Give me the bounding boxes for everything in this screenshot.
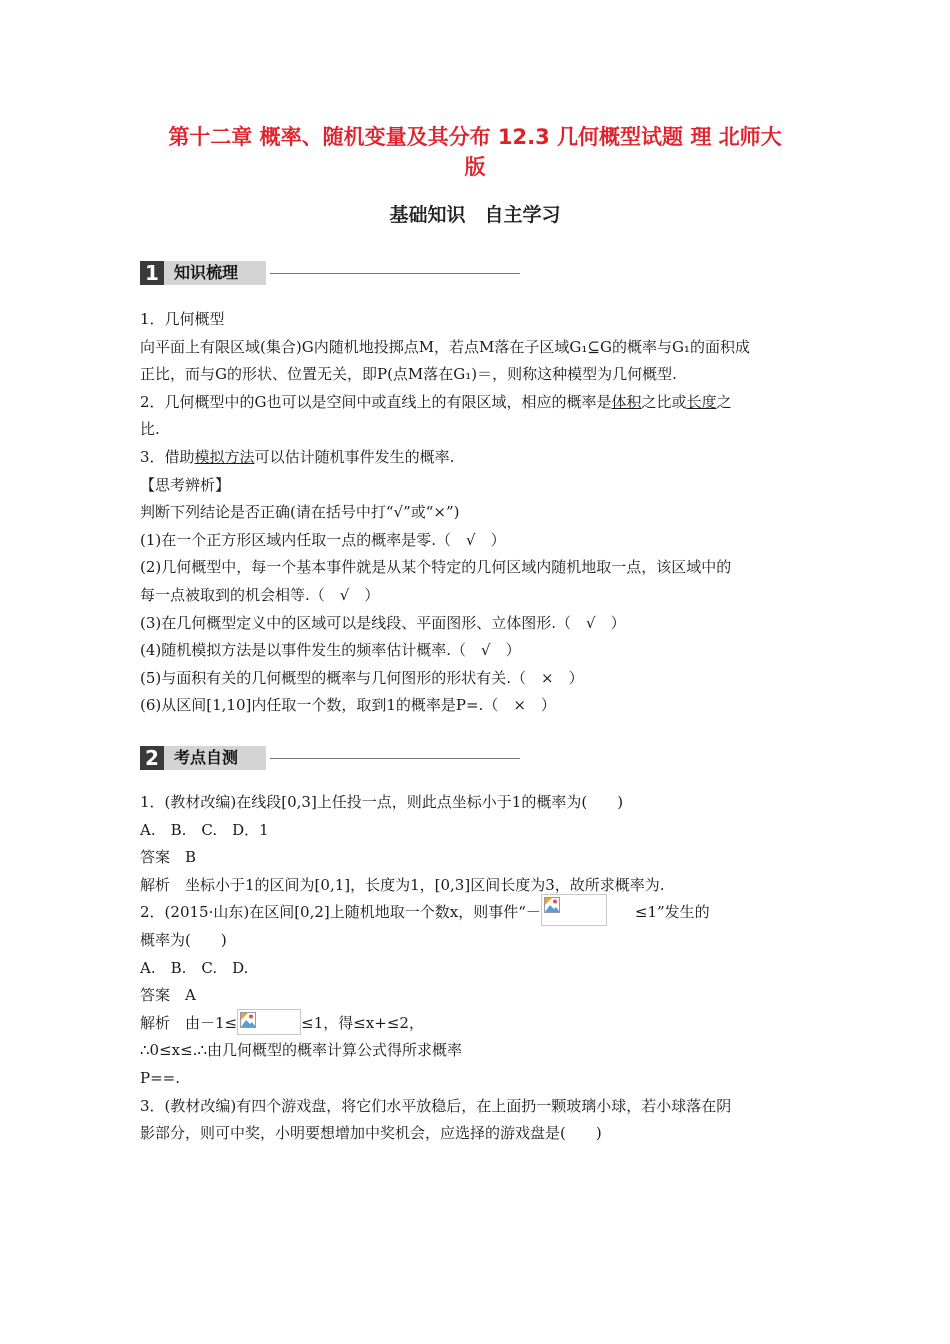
section-number: 1 xyxy=(140,261,164,285)
section-subtitle: 基础知识 自主学习 xyxy=(389,204,561,226)
question-1: 1．(教材改编)在线段[0,3]上任投一点，则此点坐标小于1的概率为( ) xyxy=(140,793,624,811)
question-1-answer: 答案 B xyxy=(140,848,197,867)
question-2-analysis xyxy=(140,1010,812,1038)
judge-item: 每一点被取到的机会相等.（ √ ） xyxy=(140,585,380,604)
text: 2．几何概型中的G也可以是空间中或直线上的有限区域，相应的概率是 xyxy=(140,392,612,411)
text: ≤1，得≤x+≤2， xyxy=(301,1013,424,1032)
question-2-derivation: ∴0≤x≤.∴由几何概型的概率计算公式得所求概率 xyxy=(140,1041,462,1060)
tests-body xyxy=(140,789,812,1148)
section-label: 考点自测 xyxy=(164,746,266,770)
text: 可以估计随机事件发生的概率. xyxy=(254,447,455,466)
judge-item: (3)在几何概型定义中的区域可以是线段、平面图形、立体图形.（ √ ） xyxy=(140,613,626,632)
section-divider xyxy=(270,758,520,759)
underlined-term: 体积 xyxy=(611,392,642,411)
broken-image-icon xyxy=(237,1009,301,1035)
point-1-line-2: 正比，而与G的形状、位置无关，即P(点M落在G₁)＝，则称这种模型为几何概型. xyxy=(140,365,677,384)
question-2-answer: 答案 A xyxy=(140,986,196,1005)
judge-item: (4)随机模拟方法是以事件发生的频率估计概率.（ √ ） xyxy=(140,641,521,660)
section-header-knowledge xyxy=(140,261,520,285)
text: 解析 由－1≤ xyxy=(140,1013,238,1032)
point-1-line-1: 向平面上有限区域(集合)G内随机地投掷点M，若点M落在子区域G₁⊆G的概率与G₁的面积成 xyxy=(140,337,750,356)
question-1-analysis: 解析 坐标小于1的区间为[0,1]，长度为1，[0,3]区间长度为3，故所求概率为. xyxy=(140,875,665,894)
question-2-line-1 xyxy=(140,899,812,927)
question-2-result: P==. xyxy=(140,1068,180,1087)
section-divider xyxy=(270,273,520,274)
section-label: 知识梳理 xyxy=(164,261,266,285)
text: 2．(2015·山东)在区间[0,2]上随机地取一个数x，则事件“－ xyxy=(140,903,541,922)
point-2-line-1 xyxy=(140,389,812,417)
knowledge-body xyxy=(140,306,812,720)
judge-item: (1)在一个正方形区域内任取一点的概率是零.（ √ ） xyxy=(140,530,506,549)
point-3 xyxy=(140,444,812,472)
page-title xyxy=(140,122,810,182)
question-3-line-2: 影部分，则可中奖，小明要想增加中奖机会，应选择的游戏盘是( ) xyxy=(140,1124,602,1143)
text: ≤1”发生的 xyxy=(634,903,710,922)
title-line-2: 版 xyxy=(464,155,486,179)
broken-image-icon xyxy=(541,894,607,926)
judge-item: (2)几何概型中，每一个基本事件就是从某个特定的几何区域内随机地取一点，该区域中的 xyxy=(140,558,732,577)
question-3-line-1: 3．(教材改编)有四个游戏盘，将它们水平放稳后，在上面扔一颗玻璃小球，若小球落在阴 xyxy=(140,1096,732,1115)
section-number: 2 xyxy=(140,746,164,770)
think-heading: 【思考辨析】 xyxy=(140,475,231,494)
text: 3．借助 xyxy=(140,447,195,466)
text: 之比或 xyxy=(641,392,687,411)
think-intro: 判断下列结论是否正确(请在括号中打“√”或“×”) xyxy=(140,503,460,522)
question-1-options: A. B. C. D．1 xyxy=(140,820,269,839)
question-2-options: A. B. C. D. xyxy=(140,958,249,977)
point-1-heading: 1．几何概型 xyxy=(140,310,225,328)
point-2-line-2: 比. xyxy=(140,420,160,439)
question-2-line-2: 概率为( ) xyxy=(140,930,227,949)
title-line-1: 第十二章 概率、随机变量及其分布 12.3 几何概型试题 理 北师大 xyxy=(168,125,782,149)
text: 之 xyxy=(716,392,732,411)
underlined-term: 模拟方法 xyxy=(194,447,255,466)
section-header-tests xyxy=(140,746,520,770)
judge-item: (6)从区间[1,10]内任取一个数，取到1的概率是P=.（ × ） xyxy=(140,696,556,715)
underlined-term: 长度 xyxy=(686,392,717,411)
judge-item: (5)与面积有关的几何概型的概率与几何图形的形状有关.（ × ） xyxy=(140,668,584,687)
